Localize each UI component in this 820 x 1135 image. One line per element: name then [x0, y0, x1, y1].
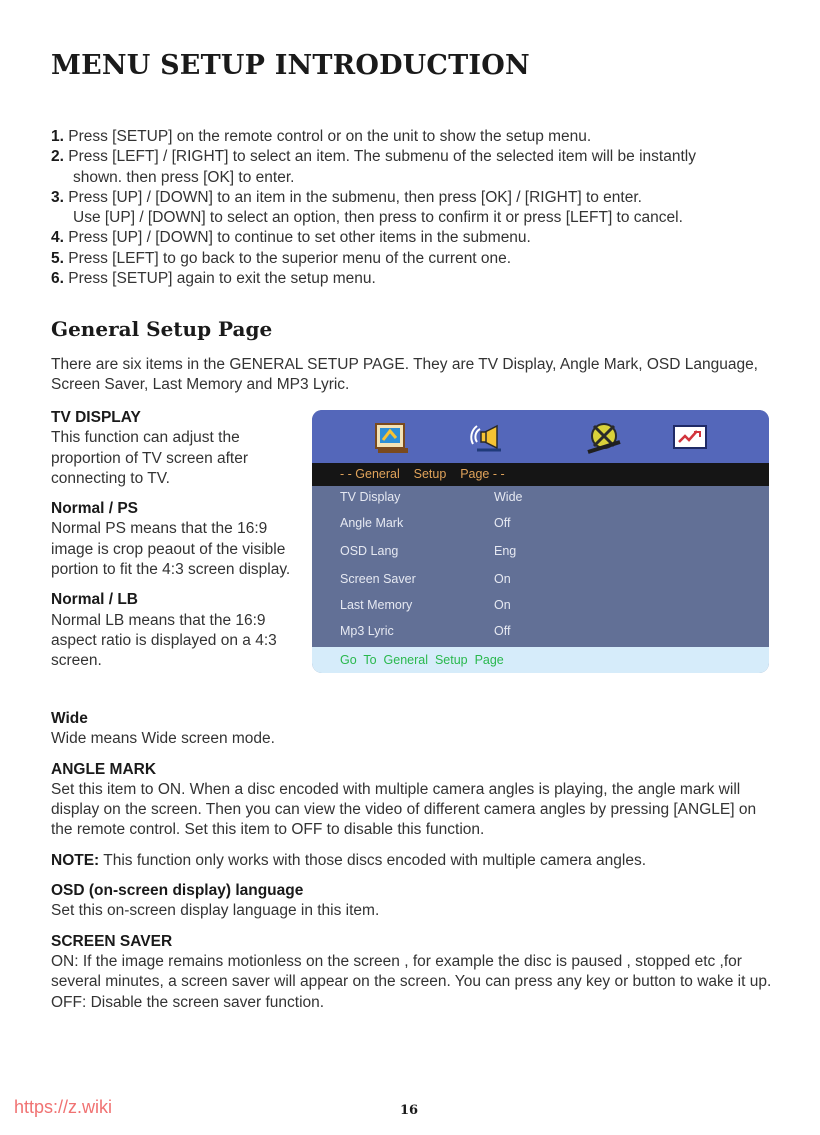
subheading: Normal / LB [51, 591, 138, 609]
note-text: This function only works with those discs encoded with multiple camera angles. [103, 851, 647, 869]
step-4 [51, 228, 791, 248]
paragraph: Normal LB means that the 16:9 aspect ratio is displayed on a 4:3 screen. [51, 611, 277, 670]
osd-icon-bar [312, 410, 769, 463]
osd-row-value: On [494, 572, 511, 586]
tv-display-block [51, 408, 301, 489]
preference-setup-icon [670, 418, 710, 456]
page-number: 16 [400, 1103, 419, 1118]
paragraph: OFF: Disable the screen saver function. [51, 993, 325, 1011]
paragraph: This function can adjust the proportion of TV screen after connecting to TV. [51, 429, 249, 487]
note-block [51, 851, 781, 871]
step-text: Press [UP] / [DOWN] to an item in the submenu, then press [OK] / [RIGHT] to enter. [68, 188, 642, 206]
osd-row-label: Mp3 Lyric [340, 624, 394, 638]
general-setup-icon [372, 418, 412, 456]
step-number: 2. [51, 148, 64, 166]
tv-display-column [51, 408, 301, 682]
step-2 [51, 147, 791, 167]
osd-menu-header: - - General Setup Page - - [312, 463, 769, 486]
step-2-continuation: shown. then press [OK] to enter. [73, 168, 295, 186]
osd-row-label: OSD Lang [340, 544, 399, 558]
step-text: Press [SETUP] on the remote control or on the unit to show the setup menu. [68, 128, 592, 145]
osd-row-value: Eng [494, 544, 517, 558]
lower-text [51, 709, 781, 1023]
osd-row-value: Off [494, 516, 511, 530]
paragraph: ON: If the image remains motionless on the screen , for example the disc is paused , stopped etc ,for several minutes, a screen saver will appear on the screen. You can press any key or button to wake it up. [51, 952, 772, 991]
angle-mark-block [51, 760, 781, 841]
osd-menu-footer: Go To General Setup Page [312, 647, 769, 673]
wide-block [51, 709, 781, 750]
step-6 [51, 269, 791, 289]
osd-row-label: TV Display [340, 490, 401, 504]
subheading: Wide [51, 710, 88, 727]
step-5 [51, 249, 791, 269]
paragraph: Wide means Wide screen mode. [51, 730, 275, 748]
step-1 [51, 127, 791, 147]
normal-ps-block [51, 499, 301, 580]
setup-steps [51, 127, 791, 289]
osd-row-value: Off [494, 624, 511, 638]
step-3 [51, 188, 791, 208]
osd-row-value: On [494, 598, 511, 612]
step-number: 5. [51, 249, 64, 267]
subheading: Normal / PS [51, 500, 138, 518]
video-setup-icon [584, 418, 624, 456]
page-title: MENU SETUP INTRODUCTION [51, 50, 530, 81]
osd-row-label: Screen Saver [340, 572, 416, 586]
step-number: 3. [51, 188, 64, 206]
step-3-continuation: Use [UP] / [DOWN] to select an option, then press to confirm it or press [LEFT] to cancel. [73, 209, 683, 227]
watermark: https://z.wiki [14, 1097, 113, 1117]
step-number: 1. [51, 128, 64, 145]
subheading: SCREEN SAVER [51, 932, 173, 950]
screen-saver-block [51, 932, 781, 1013]
step-text: Press [UP] / [DOWN] to continue to set other items in the submenu. [68, 229, 531, 247]
note-label: NOTE: [51, 851, 100, 869]
step-text: Press [LEFT] / [RIGHT] to select an item. The submenu of the selected item will be instantly [68, 148, 696, 166]
osd-menu-screenshot [312, 410, 769, 673]
osd-row-label: Angle Mark [340, 516, 404, 530]
osd-language-block [51, 881, 781, 922]
normal-lb-block [51, 590, 301, 671]
subheading: ANGLE MARK [51, 760, 157, 778]
osd-row-value: Wide [494, 490, 523, 504]
step-text: Press [LEFT] to go back to the superior menu of the current one. [68, 249, 512, 267]
subheading: TV DISPLAY [51, 409, 141, 426]
step-number: 6. [51, 270, 64, 288]
section-title: General Setup Page [51, 317, 273, 341]
osd-row-label: Last Memory [340, 598, 413, 612]
paragraph: Set this on-screen display language in this item. [51, 902, 380, 920]
step-number: 4. [51, 229, 64, 247]
paragraph: Normal PS means that the 16:9 image is crop peaout of the visible portion to fit the 4:3 screen display. [51, 520, 291, 579]
paragraph: Set this item to ON. When a disc encoded with multiple camera angles is playing, the angle mark will display on the screen. Then you can view the video of different camera angles by pressing [ANGLE] on the remote control. Set this item to OFF to disable this function. [51, 780, 757, 839]
section-intro: There are six items in the GENERAL SETUP PAGE. They are TV Display, Angle Mark, OSD Language, Screen Saver, Last Memory and MP3 Lyric. [51, 356, 758, 394]
subheading: OSD (on-screen display) language [51, 882, 304, 900]
audio-setup-icon [467, 418, 507, 456]
step-text: Press [SETUP] again to exit the setup menu. [68, 270, 376, 288]
